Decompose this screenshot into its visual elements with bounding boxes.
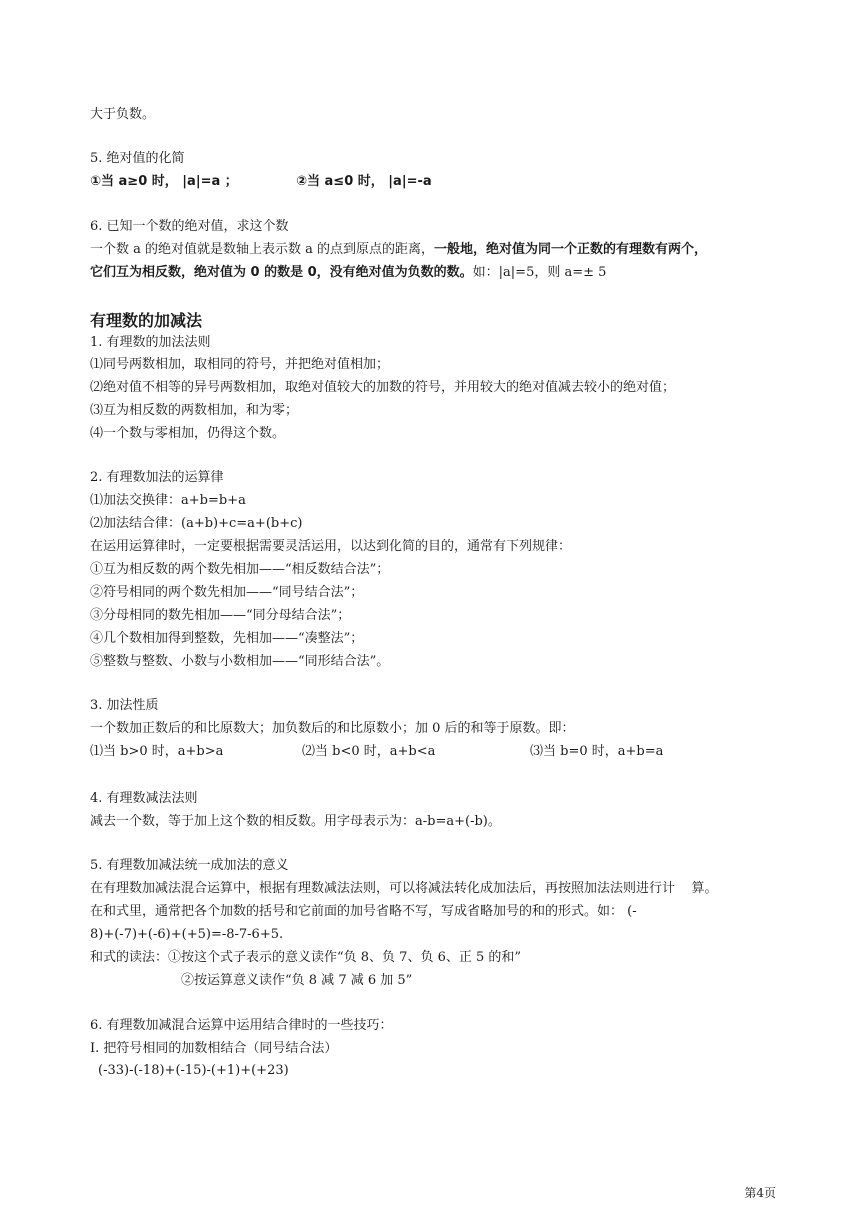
subheading: 6. 已知一个数的绝对值，求这个数 bbox=[90, 219, 289, 234]
bold-text: 一般地，绝对值为同一个正数的有理数有两个， bbox=[434, 242, 708, 257]
list-item: ③分母相同的数先相加——“同分母结合法”； bbox=[90, 608, 351, 623]
formula: (-33)-(-18)+(-15)-(+1)+(+23) bbox=[98, 1063, 289, 1078]
text: 一个数 a 的绝对值就是数轴上表示数 a 的点到原点的距离， bbox=[90, 242, 435, 257]
paragraph: 大于负数。 bbox=[90, 107, 156, 122]
list-item: ⑵绝对值不相等的异号两数相加，取绝对值较大的加数的符号，并用较大的绝对值减去较小的绝对值； bbox=[90, 380, 676, 395]
paragraph: 在有理数加减法混合运算中，根据有理数减法法则，可以将减法转化成加法后，再按照加法法则进行计 算。 bbox=[90, 881, 718, 896]
subheading: 6. 有理数加减混合运算中运用结合律时的一些技巧： bbox=[90, 1018, 393, 1033]
paragraph bbox=[90, 264, 606, 282]
list-item: ⑷一个数与零相加，仍得这个数。 bbox=[90, 426, 286, 441]
subheading: 5. 有理数加减法统一成加法的意义 bbox=[90, 858, 289, 873]
list-item: ⑴加法交换律：a+b=b+a bbox=[90, 493, 246, 508]
list-item: ④几个数相加得到整数，先相加——“凑整法”； bbox=[90, 631, 364, 646]
list-item: ⑵加法结合律：(a+b)+c=a+(b+c) bbox=[90, 516, 303, 531]
case-item: ⑶当 b=0 时，a+b=a bbox=[530, 744, 664, 759]
page-number: 第4页 bbox=[744, 1186, 776, 1200]
subheading: 3. 加法性质 bbox=[90, 698, 159, 713]
text: 如：|a|=5，则 a=± 5 bbox=[472, 265, 607, 280]
paragraph: 和式的读法：①按这个式子表示的意义读作“负 8、负 7、负 6、正 5 的和” bbox=[90, 950, 522, 965]
rule-text: ①当 a≥0 时， |a|=a ； bbox=[90, 174, 238, 189]
paragraph: ②按运算意义读作“负 8 减 7 减 6 加 5” bbox=[181, 973, 413, 988]
list-item: ⑶互为相反数的两数相加，和为零； bbox=[90, 403, 299, 418]
bold-text: 它们互为相反数，绝对值为 0 的数是 0，没有绝对值为负数的数。 bbox=[90, 265, 473, 280]
subheading: 5. 绝对值的化简 bbox=[90, 151, 185, 166]
list-item: Ⅰ. 把符号相同的加数相结合（同号结合法） bbox=[90, 1041, 338, 1056]
paragraph: 一个数加正数后的和比原数大；加负数后的和比原数小；加 0 后的和等于原数。即： bbox=[90, 721, 575, 736]
list-item: ①互为相反数的两个数先相加——“相反数结合法”； bbox=[90, 562, 390, 577]
subheading: 4. 有理数减法法则 bbox=[90, 791, 198, 806]
paragraph: 在运用运算律时，一定要根据需要灵活运用，以达到化简的目的，通常有下列规律： bbox=[90, 539, 572, 554]
paragraph: 减去一个数，等于加上这个数的相反数。用字母表示为：a-b=a+(-b)。 bbox=[90, 814, 501, 829]
rule-text: ②当 a≤0 时， |a|=-a bbox=[296, 174, 432, 189]
paragraph: 在和式里，通常把各个加数的括号和它前面的加号省略不写，写成省略加号的和的形式。如： (- bbox=[90, 904, 637, 919]
list-item: ②符号相同的两个数先相加——“同号结合法”； bbox=[90, 585, 364, 600]
formula: 8)+(-7)+(-6)+(+5)=-8-7-6+5. bbox=[90, 927, 284, 942]
list-item: ⑤整数与整数、小数与小数相加——“同形结合法”。 bbox=[90, 654, 390, 669]
case-item: ⑴当 b>0 时，a+b>a bbox=[90, 744, 224, 759]
paragraph bbox=[90, 241, 707, 259]
subheading: 2. 有理数加法的运算律 bbox=[90, 470, 224, 485]
case-item: ⑵当 b<0 时，a+b<a bbox=[302, 744, 436, 759]
list-item: ⑴同号两数相加，取相同的符号，并把绝对值相加； bbox=[90, 357, 390, 372]
section-title: 有理数的加减法 bbox=[90, 311, 203, 330]
subheading: 1. 有理数的加法法则 bbox=[90, 335, 211, 350]
